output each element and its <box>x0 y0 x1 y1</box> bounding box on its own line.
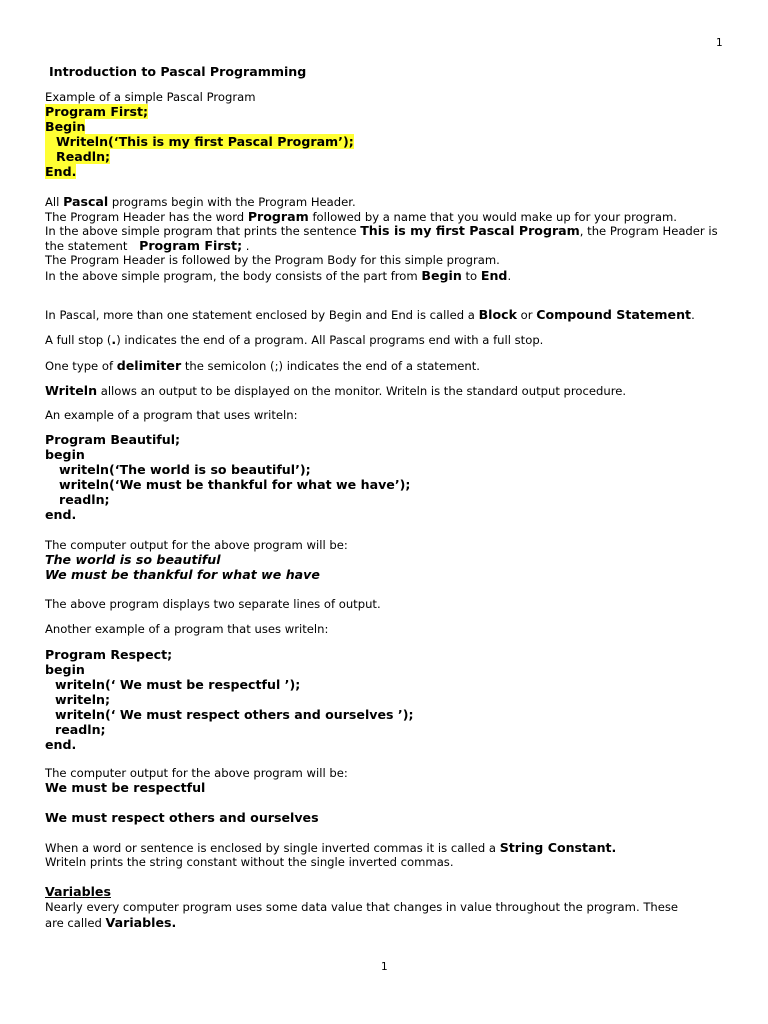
paragraph: The computer output for the above program will be: <box>45 538 348 552</box>
paragraph: Writeln allows an output to be displayed on the monitor. Writeln is the standard output procedure. <box>45 383 627 398</box>
paragraph: An example of a program that uses writeln: <box>45 408 298 422</box>
example-intro: Example of a simple Pascal Program <box>45 90 256 104</box>
paragraph: The above program displays two separate lines of output. <box>45 597 381 611</box>
paragraph: are called Variables. <box>45 915 177 930</box>
paragraph: The computer output for the above program will be: <box>45 766 348 780</box>
code3-line: end. <box>45 737 77 752</box>
code1-line: End. <box>45 164 77 179</box>
code1-line: Begin <box>45 119 86 134</box>
paragraph: The Program Header is followed by the Program Body for this simple program. <box>45 253 500 267</box>
page-title: Introduction to Pascal Programming <box>49 64 307 79</box>
paragraph: In Pascal, more than one statement enclosed by Begin and End is called a Block or Compound Statement. <box>45 307 695 322</box>
code2-line: writeln(‘The world is so beautiful’); <box>59 462 311 477</box>
code1-line: Readln; <box>45 149 110 164</box>
page-number-top: 1 <box>716 37 723 49</box>
code3-line: readln; <box>55 722 106 737</box>
output-line: The world is so beautiful <box>45 552 221 567</box>
paragraph: All Pascal programs begin with the Program Header. <box>45 194 356 209</box>
paragraph: Writeln prints the string constant without the single inverted commas. <box>45 855 454 869</box>
code3-line: begin <box>45 662 85 677</box>
code2-line: readln; <box>59 492 110 507</box>
code3-line: writeln; <box>55 692 111 707</box>
paragraph: The Program Header has the word Program followed by a name that you would make up for your program. <box>45 209 677 224</box>
code1-line: Writeln(‘This is my first Pascal Program’); <box>45 134 354 149</box>
output-line: We must respect others and ourselves <box>45 810 319 825</box>
variables-heading: Variables <box>45 884 111 899</box>
paragraph: In the above simple program, the body consists of the part from Begin to End. <box>45 268 512 283</box>
code2-line: end. <box>45 507 77 522</box>
code3-line: writeln(‘ We must respect others and ourselves ’); <box>55 707 414 722</box>
paragraph: the statement Program First; . <box>45 238 250 253</box>
code1-line: Program First; <box>45 104 149 119</box>
output-line: We must be thankful for what we have <box>45 567 320 582</box>
output-line: We must be respectful <box>45 780 206 795</box>
code2-line: Program Beautiful; <box>45 432 181 447</box>
paragraph: One type of delimiter the semicolon (;) indicates the end of a statement. <box>45 358 480 373</box>
code3-line: writeln(‘ We must be respectful ’); <box>55 677 301 692</box>
code2-line: writeln(‘We must be thankful for what we have’); <box>59 477 411 492</box>
paragraph: A full stop (.) indicates the end of a program. All Pascal programs end with a full stop. <box>45 332 544 347</box>
paragraph: Another example of a program that uses writeln: <box>45 622 329 636</box>
paragraph: In the above simple program that prints the sentence This is my first Pascal Program, the Program Header is <box>45 223 718 238</box>
code2-line: begin <box>45 447 85 462</box>
paragraph: Nearly every computer program uses some data value that changes in value throughout the program. These <box>45 900 679 914</box>
code3-line: Program Respect; <box>45 647 173 662</box>
page-number-bottom: 1 <box>381 961 388 973</box>
paragraph: When a word or sentence is enclosed by single inverted commas it is called a String Constant. <box>45 840 617 855</box>
